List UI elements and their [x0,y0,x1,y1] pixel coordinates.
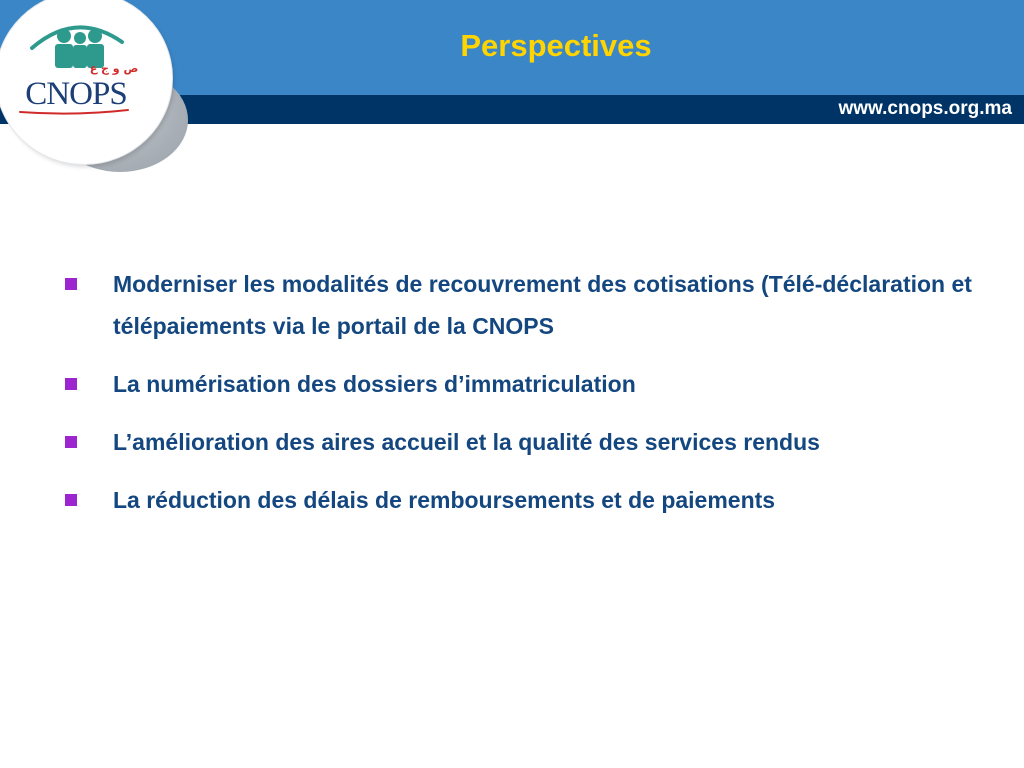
bullet-square-icon [65,436,77,448]
list-item [62,479,1002,521]
bullet-square-icon [65,378,77,390]
bullet-square-icon [65,494,77,506]
bullet-text: La réduction des délais de remboursements et de paiements [113,487,776,513]
list-item [62,263,1002,347]
bullet-text: L’amélioration des aires accueil et la qualité des services rendus [113,429,820,455]
cnops-logo-icon [10,12,150,122]
bullet-text: La numérisation des dossiers d’immatriculation [113,371,636,397]
slide-title: Perspectives [460,28,652,63]
bullet-square-icon [65,278,77,290]
list-item [62,363,1002,405]
bullet-text: Moderniser les modalités de recouvrement des cotisations (Télé-déclaration et télépaiements via le portail de la CNOPS [113,271,972,339]
bullet-list [62,263,1002,537]
logo-arabic-text: ص و ج ع [89,62,139,75]
logo-wordmark: CNOPS [25,76,127,112]
list-item [62,421,1002,463]
website-url: www.cnops.org.ma [838,98,1012,119]
